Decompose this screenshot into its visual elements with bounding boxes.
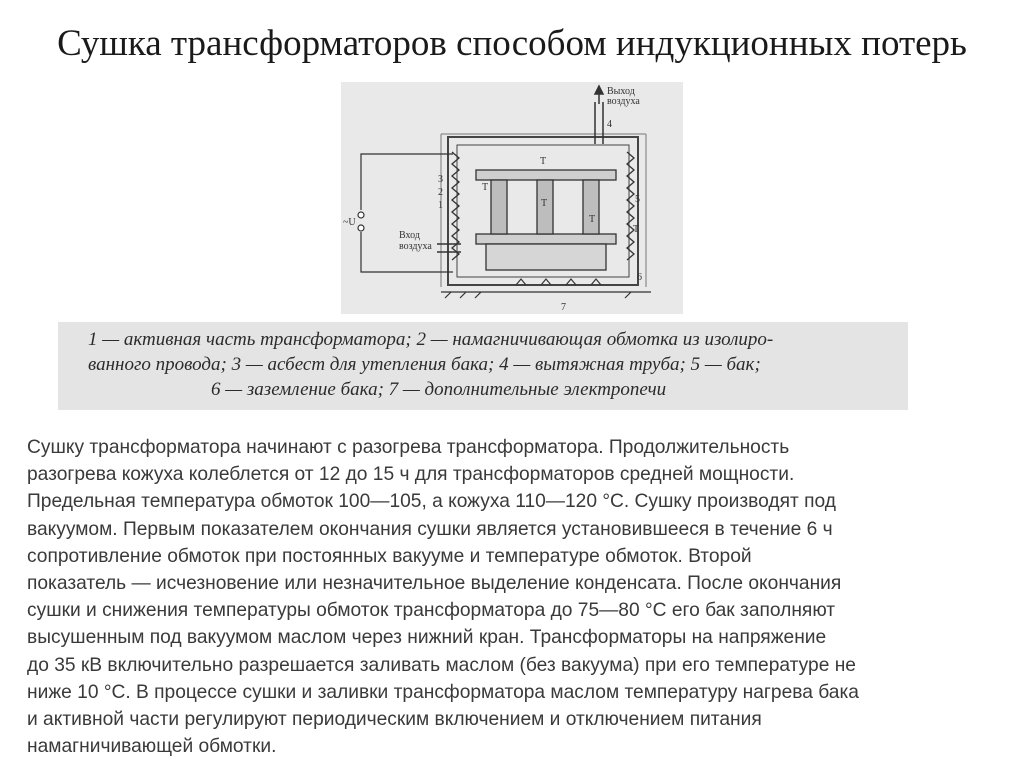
- diagram-drawing: [341, 82, 683, 314]
- magnetizing-coil-right: [627, 152, 634, 260]
- label-outlet-1: Выход: [607, 86, 635, 97]
- body-line: ниже 10 °С. В процессе сушки и заливки трансформатора маслом температуру нагрева бака: [27, 681, 859, 703]
- body-line: Предельная температура обмоток 100—105, а кожуха 110—120 °С. Сушку производят под: [27, 491, 836, 513]
- label-n4: 4: [607, 119, 612, 130]
- label-n3: 3: [438, 174, 443, 185]
- label-n6: 6: [637, 272, 642, 283]
- body-line: и активной части регулируют периодическим включением и отключением питания: [27, 709, 762, 731]
- body-line: сопротивление обмоток при постоянных вакууме и температуре обмоток. Второй: [27, 545, 752, 567]
- exhaust-pipe: [595, 86, 603, 144]
- label-outlet-2: воздуха: [607, 96, 640, 107]
- label-inlet-2: воздуха: [399, 241, 432, 252]
- label-t-4: T: [589, 214, 596, 225]
- label-inlet-1: Вход: [399, 230, 420, 241]
- legend-line: 1 — активная часть трансформатора; 2 — намагничивающая обмотка из изолиро-: [88, 329, 774, 350]
- label-t-5: T: [633, 224, 640, 235]
- body-line: Сушку трансформатора начинают с разогрева трансформатора. Продолжительность: [27, 437, 790, 458]
- transformer-diagram: [341, 82, 683, 314]
- body-paragraph: [27, 434, 1002, 760]
- label-voltage: ~U: [343, 217, 356, 228]
- figure-legend: [58, 322, 908, 410]
- body-line: вакуумом. Первым показателем окончания сушки является установившееся в течение 6 ч: [27, 518, 833, 540]
- body-line: показатель — исчезновение или незначительное выделение конденсата. После окончания: [27, 573, 842, 595]
- legend-line: 6 — заземление бака; 7 — дополнительные электропечи: [211, 379, 667, 400]
- body-line: до 35 кВ включительно разрешается заливать маслом (без вакуума) при его температуре не: [27, 654, 856, 676]
- supply-wires: [358, 154, 453, 272]
- body-line: намагничивающей обмотки.: [27, 736, 277, 758]
- label-t-1: T: [540, 156, 547, 167]
- page-title: Сушка трансформаторов способом индукционных потерь: [57, 23, 967, 64]
- label-t-2: T: [482, 182, 489, 193]
- label-n2: 2: [438, 187, 443, 198]
- body-line: сушки и снижения температуры обмоток трансформатора до 75—80 °С его бак заполняют: [27, 600, 836, 622]
- label-t-3: T: [541, 198, 548, 209]
- label-n7: 7: [561, 302, 566, 313]
- legend-line: ванного провода; 3 — асбест для утепления бака; 4 — вытяжная труба; 5 — бак;: [88, 354, 761, 375]
- label-n5: 5: [635, 194, 640, 205]
- label-n1: 1: [438, 200, 443, 211]
- body-line: разогрева кожуха колеблется от 12 до 15 ч для трансформаторов средней мощности.: [27, 464, 795, 486]
- body-line: высушенным под вакуумом маслом через нижний кран. Трансформаторы на напряжение: [27, 627, 827, 649]
- ground-and-heaters: [441, 279, 651, 298]
